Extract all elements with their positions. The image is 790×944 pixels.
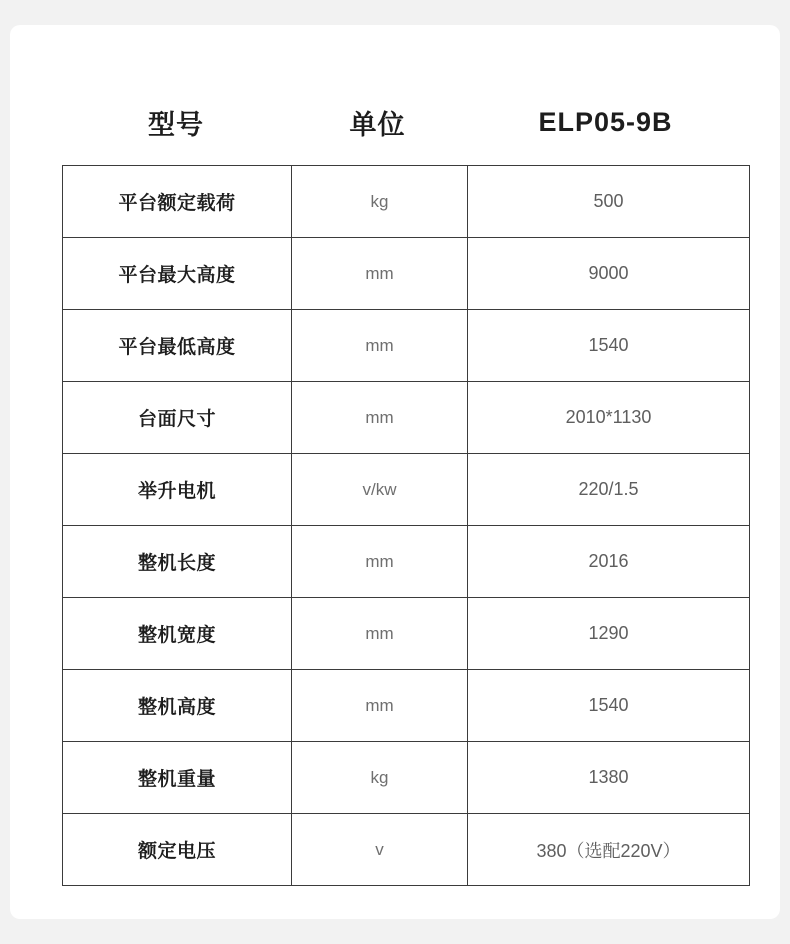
row-name: 举升电机 — [63, 454, 292, 526]
row-unit: kg — [292, 742, 468, 814]
row-name: 平台最低高度 — [63, 310, 292, 382]
table-row — [63, 238, 750, 310]
table-row — [63, 526, 750, 598]
row-value: 1540 — [468, 670, 750, 742]
table-row — [63, 310, 750, 382]
row-name: 台面尺寸 — [63, 382, 292, 454]
row-unit: mm — [292, 526, 468, 598]
row-name: 整机重量 — [63, 742, 292, 814]
table-row — [63, 598, 750, 670]
header-model-value: ELP05-9B — [538, 107, 673, 137]
row-value: 380（选配220V） — [468, 814, 750, 886]
row-value: 500 — [468, 166, 750, 238]
row-value: 1540 — [468, 310, 750, 382]
row-value: 1380 — [468, 742, 750, 814]
row-unit: mm — [292, 310, 468, 382]
spec-sheet-card — [10, 25, 780, 919]
row-unit: v — [292, 814, 468, 886]
table-header-row — [62, 80, 746, 165]
row-value: 1290 — [468, 598, 750, 670]
row-value: 2016 — [468, 526, 750, 598]
row-value: 2010*1130 — [468, 382, 750, 454]
row-unit: mm — [292, 598, 468, 670]
header-model-label: 型号 — [148, 110, 204, 140]
row-unit: mm — [292, 382, 468, 454]
row-name: 平台最大高度 — [63, 238, 292, 310]
row-value: 9000 — [468, 238, 750, 310]
row-unit: v/kw — [292, 454, 468, 526]
header-unit-label: 单位 — [349, 110, 406, 140]
table-row — [63, 670, 750, 742]
specification-table — [62, 165, 750, 886]
row-name: 额定电压 — [63, 814, 292, 886]
table-row — [63, 814, 750, 886]
row-name: 整机长度 — [63, 526, 292, 598]
row-unit: mm — [292, 670, 468, 742]
row-value: 220/1.5 — [468, 454, 750, 526]
row-unit: kg — [292, 166, 468, 238]
row-name: 整机宽度 — [63, 598, 292, 670]
row-unit: mm — [292, 238, 468, 310]
row-name: 整机高度 — [63, 670, 292, 742]
table-row — [63, 454, 750, 526]
table-row — [63, 166, 750, 238]
specification-table-container — [62, 80, 746, 886]
table-row — [63, 382, 750, 454]
table-row — [63, 742, 750, 814]
row-name: 平台额定载荷 — [63, 166, 292, 238]
